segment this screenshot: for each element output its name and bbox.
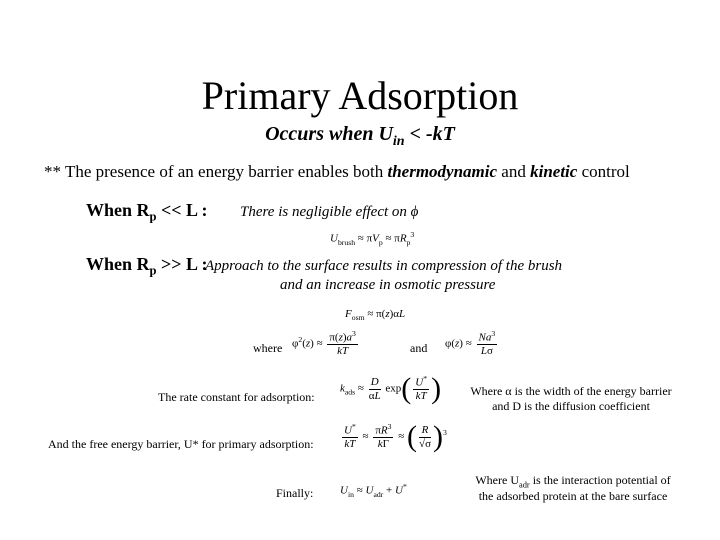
case2-sub: p bbox=[149, 263, 157, 278]
final-note-pre: Where U bbox=[475, 473, 519, 487]
equation-f-osm: $F_{osm} \approx \pi(z)\alpha L$ bbox=[345, 308, 406, 323]
final-note-line1 bbox=[470, 473, 676, 489]
case-large-rp-text-line1: Approach to the surface results in compression of the brush bbox=[205, 258, 563, 274]
equation-k-ads: $k_{ads}$ ≈ $\frac{D}{\alpha L}$ exp( $\frac{U^*}{kT}$ ) bbox=[340, 372, 442, 405]
case-large-rp-text-line2: and an increase in osmotic pressure bbox=[280, 277, 496, 293]
equation-u-in: $U_{in} \approx U_{adr} + U^*$ bbox=[340, 482, 407, 499]
case1-pre: When R bbox=[86, 200, 150, 220]
intro-prefix: ** The presence of an energy barrier enables both bbox=[44, 162, 388, 181]
subtitle-subscript: in bbox=[392, 134, 405, 149]
final-note-line2: the adsorbed protein at the bare surface bbox=[478, 489, 668, 504]
rate-note-line1: Where α is the width of the energy barrier bbox=[470, 384, 672, 398]
intro-thermodynamic: thermodynamic bbox=[387, 162, 498, 181]
intro-kinetic: kinetic bbox=[530, 162, 578, 181]
free-energy-barrier-label: And the free energy barrier, U* for primary adsorption: bbox=[48, 437, 314, 451]
case1-sub: p bbox=[149, 209, 157, 224]
case2-pre: When R bbox=[86, 254, 150, 274]
final-note bbox=[470, 473, 676, 504]
final-note-sub: adr bbox=[518, 480, 530, 490]
equation-u-brush: $U_{brush} \approx \pi V_p \approx \pi R_p^3$ bbox=[330, 230, 415, 247]
equation-phi: φ(z) ≈ $\frac{Na^3}{L\sigma}$ bbox=[445, 329, 496, 358]
equation-phi-squared: $\varphi^2(z)$ ≈ $\frac{\pi(z)a^3}{kT}$ bbox=[292, 329, 356, 358]
intro-suffix: control bbox=[577, 162, 630, 181]
subtitle-prefix: Occurs when U bbox=[265, 123, 393, 145]
and-label: and bbox=[410, 341, 428, 355]
case2-post: >> L : bbox=[156, 254, 208, 274]
where-label: where bbox=[253, 341, 283, 355]
case-small-rp-text: There is negligible effect on ϕ bbox=[240, 204, 419, 220]
finally-label: Finally: bbox=[276, 486, 314, 500]
slide-subtitle bbox=[0, 123, 720, 150]
equation-u-star: $\frac{U^*}{kT}$ ≈ $\frac{\pi R^3}{k\Gamma}$ ≈ ( $\frac{R}{√\sigma}$ )$^3$ bbox=[344, 420, 447, 453]
rate-constant-note bbox=[468, 384, 674, 414]
rate-constant-label: The rate constant for adsorption: bbox=[158, 390, 315, 404]
subtitle-suffix: < -kT bbox=[404, 123, 455, 145]
final-note-post: is the interaction potential of bbox=[529, 473, 671, 487]
intro-and: and bbox=[497, 162, 531, 181]
case1-post: << L : bbox=[156, 200, 208, 220]
rate-note-line2: and D is the diffusion coefficient bbox=[492, 399, 650, 413]
slide-title: Primary Adsorption bbox=[201, 73, 519, 118]
intro-line bbox=[44, 162, 630, 182]
case-small-rp-label bbox=[86, 200, 208, 225]
case-large-rp-label bbox=[86, 254, 208, 279]
